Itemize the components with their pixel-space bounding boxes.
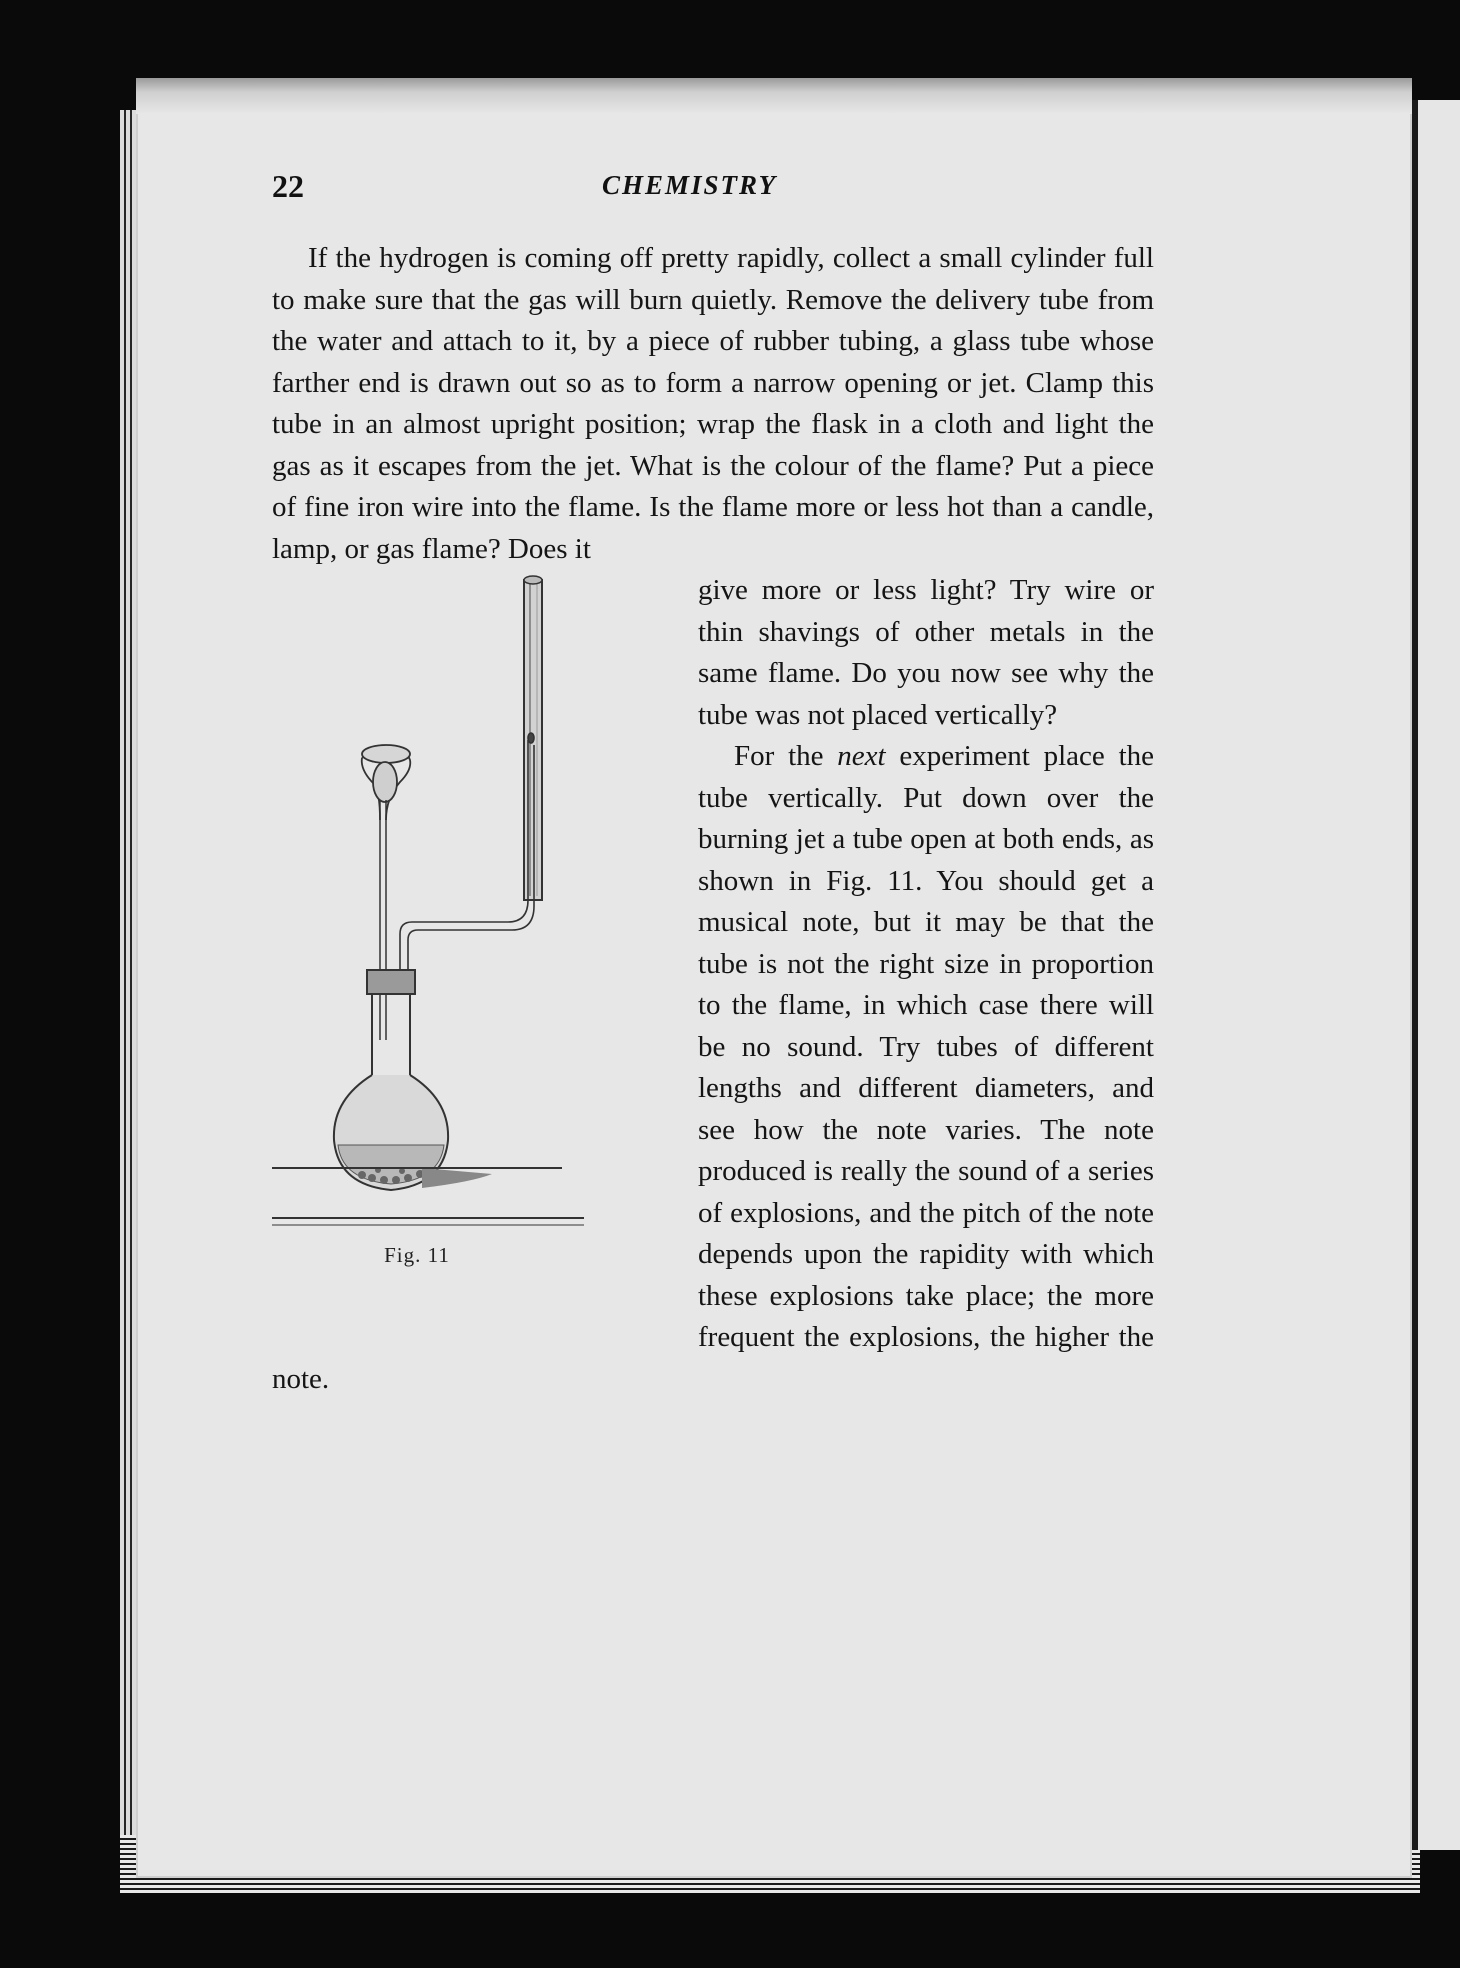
para2-start: For the <box>734 740 838 772</box>
facing-page-edge <box>1412 100 1460 1850</box>
jet-tube <box>400 733 534 980</box>
flask <box>334 970 492 1190</box>
page-number: 22 <box>272 168 304 204</box>
emphasis-next: next <box>837 740 886 772</box>
flask-apparatus-illustration <box>272 570 672 1270</box>
thistle-funnel <box>362 745 411 1040</box>
running-title: CHEMISTRY <box>602 170 778 200</box>
figure-caption: Fig. 11 <box>384 1243 450 1267</box>
para2-rest: experiment place the tube vertically. Put down over the burning jet a tube open at both ends, as shown in Fig. 11. You should get a musical note, but it may be that the tube is not the right size in proportion to the flame, in which case there will be no sound. Try tubes of different lengths and different diameters, and see how the note varies. The note produced is really the sound of a series of explosions, and the pitch of the note depends upon the rapidity with which these explosions take place; the more frequent the explosions, the higher the note. <box>272 740 1155 1395</box>
body-text <box>272 238 1154 1400</box>
running-header <box>272 168 1154 214</box>
paragraph-hydrogen-intro: If the hydrogen is coming off pretty rapidly, collect a small cylinder full to make sure that the gas will burn quietly. Remove the delivery tube from the water and attach to it, by a piece of rubber tubing, a glass tube whose farther end is drawn out so as to form a narrow opening or jet. Clamp this tube in an almost upright position; wrap the flask in a cloth and light the gas as it escapes from the jet. What is the colour of the flame? Put a piece of fine iron wire into the flame. Is the flame more or less hot than a candle, lamp, or gas flame? Does it <box>272 242 1154 565</box>
paragraph-hydrogen-wrap: give more or less light? Try wire or thin shavings of other metals in the same flame. Do you now see why the tube was not placed vertically? <box>698 574 1154 731</box>
page-top-shadow <box>136 78 1412 114</box>
figure-11 <box>272 570 672 1330</box>
